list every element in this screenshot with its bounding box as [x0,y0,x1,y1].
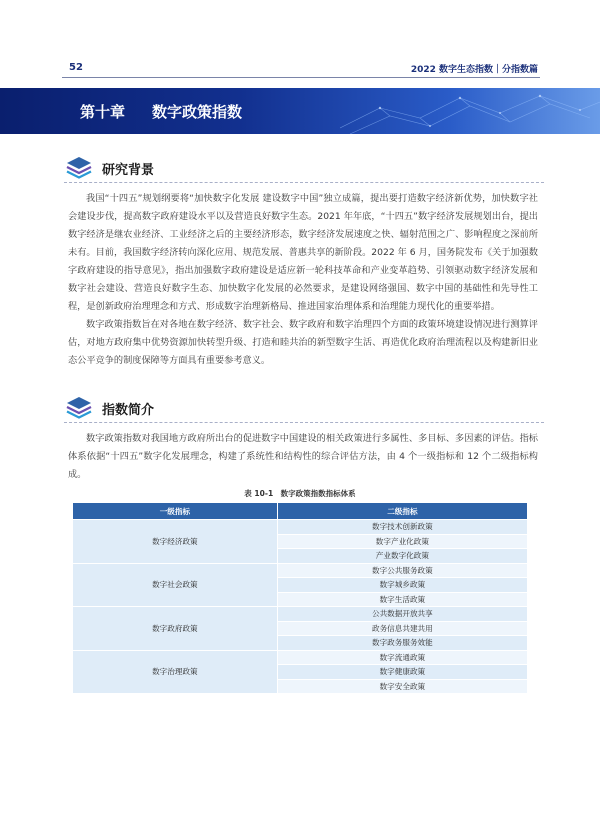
paragraph: 数字政策指数旨在对各地在数字经济、数字社会、数字政府和数字治理四个方面的政策环境建设情况进行测算评估，对地方政府集中优势资源加快转型升级、打造和睦共治的新型数字生活、再造优化政府治理流程以及构建新旧业态公平竞争的制度保障等方面具有重要参考意义。 [68,319,538,366]
section-heading-background [64,152,544,182]
level2-indicator: 数字生活政策 [277,592,527,607]
header-divider [62,77,540,78]
section-title: 指数简介 [102,403,155,418]
table-caption: 表 10-1 数字政策指数指标体系 [244,489,356,498]
chapter-title: 数字政策指数 [152,103,243,121]
page-header [0,0,600,80]
section-title: 研究背景 [102,163,155,178]
section-heading-intro [64,392,544,422]
paragraph: 我国“十四五”规划纲要将“加快数字化发展 建设数字中国”独立成篇，提出要打造数字经济新优势，加快数字社会建设步伐，提高数字政府建设水平以及营造良好数字生态。2021 年年底，“十四五”数字经济发展规划出台，提出数字经济是继农业经济、工业经济之后的主要经济形态，数字经济发展速度之快、辐射范围之广、影响程度之深前所未有。目前，我国数字经济转向深化应用、规范发展、普惠共享的新阶段。2022 年 6 月，国务院发布《关于加强数字政府建设的指导意见》，指出加强数字政府建设是适应新一轮科技革命和产业变革趋势、引领驱动数字经济发展和数字社会建设、营造良好数字生态、加快数字化发展的必然要求，是建设网络强国、数字中国的基础性和先导性工程，是创新政府治理理念和方式、形成数字治理新格局、推进国家治理体系和治理能力现代化的重要举措。 [68,193,538,312]
section-divider [64,182,544,183]
level2-indicator: 数字城乡政策 [277,578,527,593]
column-header: 一级指标 [73,503,278,520]
level2-indicator: 政务信息共建共用 [277,621,527,636]
index-system-table [72,502,528,694]
running-title: 2022 数字生态指数｜分指数篇 [410,65,538,75]
chapter-number: 第十章 [80,103,126,121]
level2-indicator: 数字安全政策 [277,679,527,694]
level2-indicator: 公共数据开放共享 [277,607,527,622]
page-number: 52 [69,62,83,73]
level2-indicator: 数字公共服务政策 [277,563,527,578]
level2-indicator: 数字技术创新政策 [277,520,527,535]
column-header: 二级指标 [277,503,527,520]
table-row [73,520,528,535]
chapter-banner [0,88,600,134]
level1-indicator: 数字政府政策 [73,607,278,651]
section-divider [64,422,544,423]
level2-indicator: 数字健康政策 [277,665,527,680]
paragraph: 数字政策指数对我国地方政府所出台的促进数字中国建设的相关政策进行多属性、多目标、多因素的评估。指标体系依据“十四五”数字化发展理念，构建了系统性和结构性的综合评估方法，由 4 个一级指标和 12 个二级指标构成。 [68,433,538,480]
level2-indicator: 数字产业化政策 [277,534,527,549]
table-row [73,650,528,665]
stacked-layers-icon [64,392,94,422]
table-row [73,563,528,578]
level1-indicator: 数字治理政策 [73,650,278,694]
banner-decoration [340,88,600,134]
table-row [73,607,528,622]
level1-indicator: 数字社会政策 [73,563,278,607]
level2-indicator: 数字政务服务效能 [277,636,527,651]
level1-indicator: 数字经济政策 [73,520,278,564]
level2-indicator: 数字流通政策 [277,650,527,665]
table-header-row [73,503,528,520]
level2-indicator: 产业数字化政策 [277,549,527,564]
stacked-layers-icon [64,152,94,182]
